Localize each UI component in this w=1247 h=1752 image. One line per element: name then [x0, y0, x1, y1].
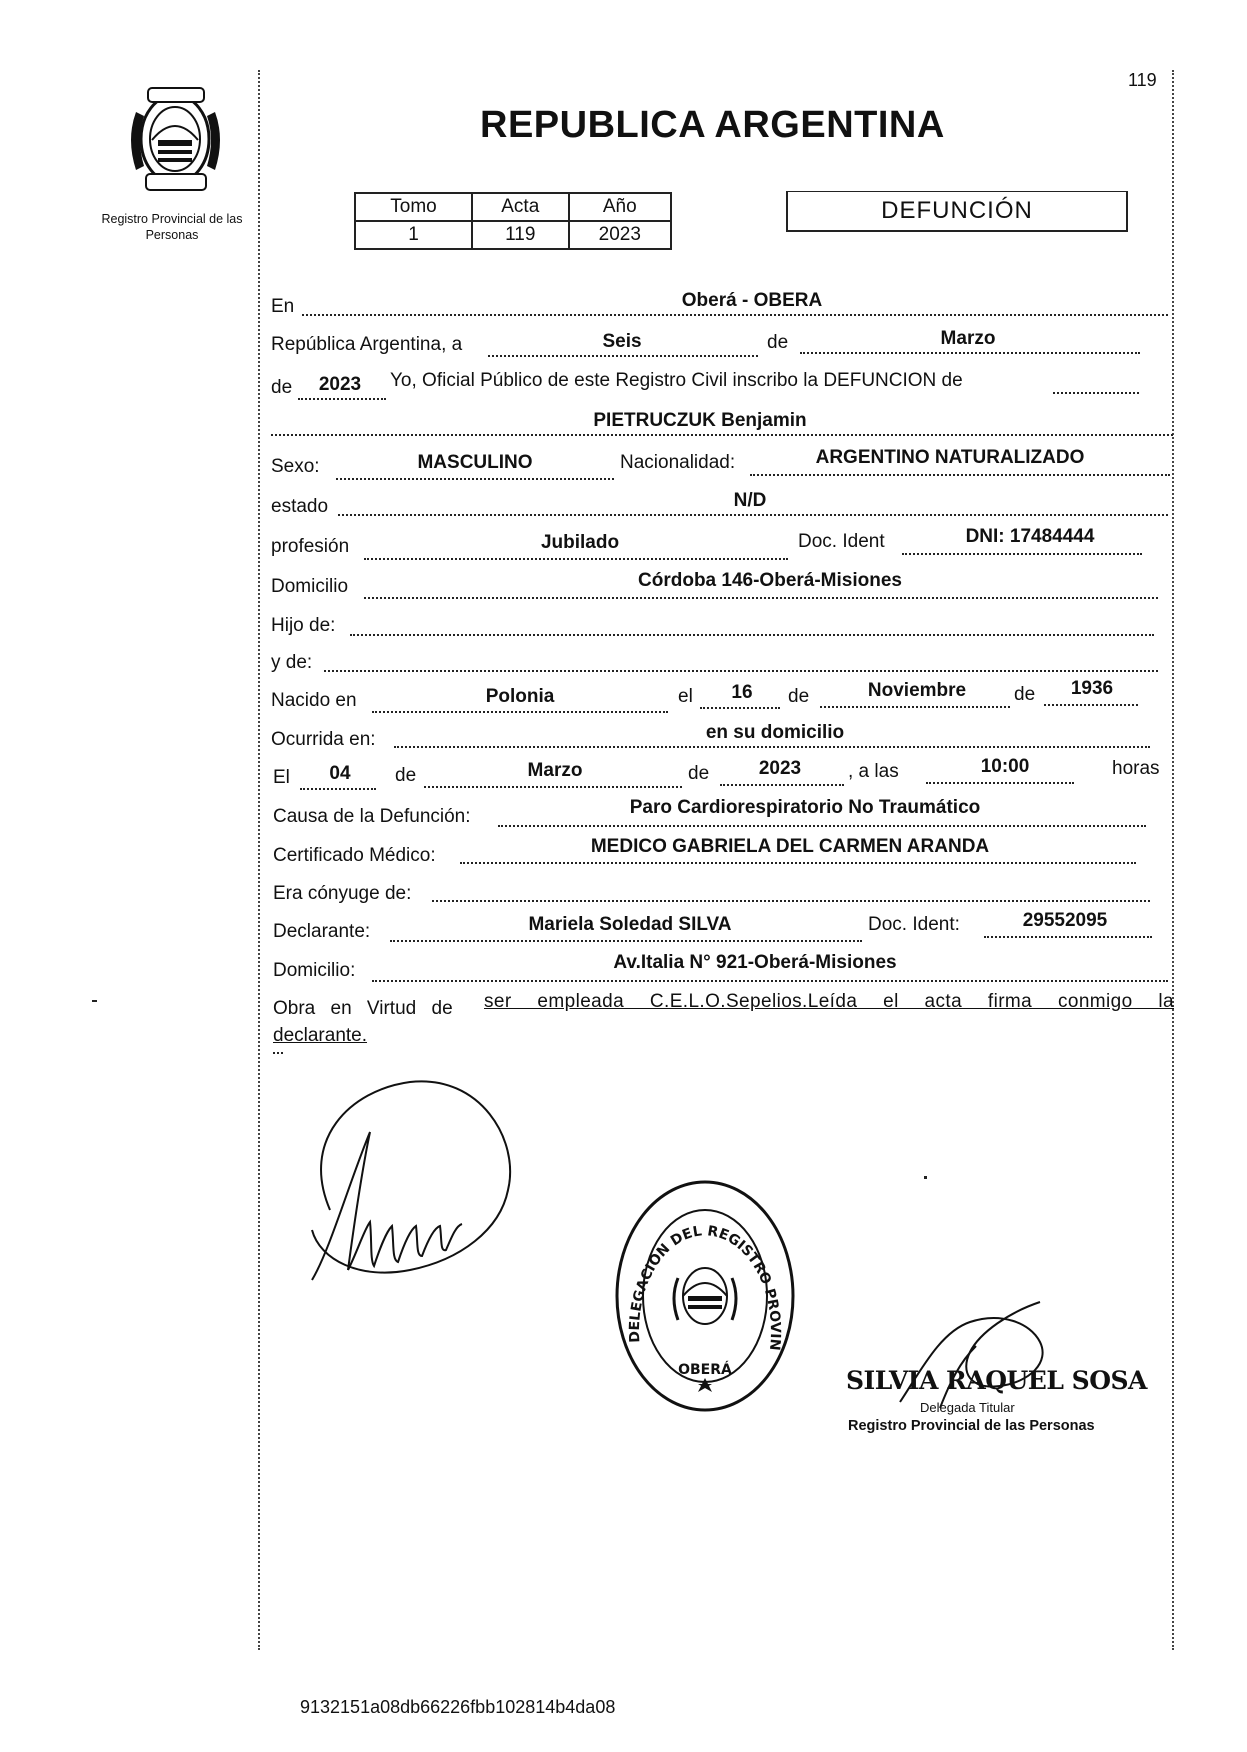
value-hora: 10:00: [980, 756, 1030, 777]
label-sexo: Sexo:: [271, 456, 320, 477]
label-conyuge: Era cónyuge de:: [273, 883, 412, 904]
dots-causa: [498, 825, 1146, 827]
stray-mark: [924, 1176, 927, 1179]
dots-profesion: [364, 558, 788, 560]
label-de-3: de: [788, 686, 810, 707]
handwritten-signature-left: [290, 1070, 530, 1300]
dots-mes-nacimiento: [820, 706, 1010, 708]
label-domicilio-declarante: Domicilio:: [273, 960, 356, 981]
label-declarante: Declarante:: [273, 921, 371, 942]
dots-ocurrida-en: [394, 746, 1150, 748]
label-a-las: , a las: [848, 761, 899, 782]
value-domicilio: Córdoba 146-Oberá-Misiones: [638, 570, 902, 591]
stamp-coat-of-arms-icon: [674, 1268, 736, 1324]
dots-domicilio-declarante: [372, 980, 1168, 982]
value-ocurrida-en: en su domicilio: [705, 722, 845, 743]
label-de-1: de: [767, 332, 789, 353]
label-doc-ident: Doc. Ident: [798, 531, 885, 552]
dots-declarante: [390, 940, 862, 942]
label-doc-ident-declarante: Doc. Ident:: [868, 914, 960, 935]
right-margin-line: [1172, 70, 1174, 1650]
value-mes-nacimiento: Noviembre: [867, 680, 967, 701]
value-estado: N/D: [733, 490, 767, 511]
value-mes-defuncion: Marzo: [527, 760, 583, 781]
stamp-city: OBERÁ: [678, 1362, 732, 1378]
value-declarante: Mariela Soledad SILVA: [528, 914, 732, 935]
value-dia-defuncion: 04: [329, 763, 351, 784]
dots-hijo-de: [350, 634, 1154, 636]
table-header-tomo: Tomo: [355, 193, 472, 221]
label-domicilio: Domicilio: [271, 576, 349, 597]
dots-mes-defuncion: [424, 786, 682, 788]
label-horas: horas: [1112, 758, 1160, 779]
dots-sexo: [336, 478, 614, 480]
dots-documento: [902, 553, 1142, 555]
dots-nacionalidad: [750, 474, 1170, 476]
value-anio-nacimiento: 1936: [1070, 678, 1114, 699]
table-value-anio: 2023: [569, 221, 671, 249]
dots-y-de: [324, 670, 1158, 672]
value-dia-texto: Seis: [602, 331, 642, 352]
stray-mark: [92, 1000, 97, 1002]
signatory-name: SILVIA RAQUEL SOSA: [846, 1366, 1147, 1395]
signatory-role: Delegada Titular: [920, 1400, 1015, 1415]
label-en: En: [271, 296, 295, 317]
footer-hash: 9132151a08db66226fbb102814b4da08: [300, 1697, 616, 1717]
label-certificado: Certificado Médico:: [273, 845, 436, 866]
dots-conyuge: [432, 900, 1150, 902]
page-number: 119: [1128, 70, 1157, 90]
label-nacido-en: Nacido en: [271, 690, 357, 711]
dots-lugar-nacimiento: [372, 711, 668, 713]
value-lugar-nacimiento: Polonia: [485, 686, 555, 707]
table-value-acta: 119: [472, 221, 569, 249]
label-republica: República Argentina, a: [271, 334, 463, 355]
value-anio-inscripcion: 2023: [318, 374, 362, 395]
document-title: REPUBLICA ARGENTINA: [480, 104, 945, 146]
table-header-acta: Acta: [472, 193, 569, 221]
dots-estado: [338, 514, 1168, 516]
value-nacionalidad: ARGENTINO NATURALIZADO: [815, 447, 1085, 468]
dots-doc-declarante: [984, 936, 1152, 938]
value-documento: DNI: 17484444: [965, 526, 1095, 547]
table-value-tomo: 1: [355, 221, 472, 249]
left-margin-line: [258, 70, 260, 1650]
label-obra-en-virtud: Obra en Virtud de: [273, 998, 453, 1019]
record-reference-table: [354, 192, 672, 250]
label-causa: Causa de la Defunción:: [273, 806, 471, 827]
value-profesion: Jubilado: [540, 532, 620, 553]
value-dia-nacimiento: 16: [731, 682, 753, 703]
province-seal-logo: [118, 82, 233, 197]
dots-anio: [298, 398, 386, 400]
dots-en: [302, 314, 1168, 316]
label-profesion: profesión: [271, 536, 350, 557]
label-de-6: de: [688, 763, 710, 784]
value-mes-inscripcion: Marzo: [940, 328, 996, 349]
value-obra-linea-2: declarante.: [273, 1025, 368, 1046]
value-certificado: MEDICO GABRIELA DEL CARMEN ARANDA: [590, 836, 990, 857]
label-ocurrida-en: Ocurrida en:: [271, 729, 376, 750]
registry-name: Registro Provincial de las Personas: [101, 212, 243, 242]
official-stamp: [612, 1178, 798, 1414]
label-el-cap: El: [273, 767, 290, 788]
dots-yo-oficial: [1053, 392, 1139, 394]
dots-certificado: [460, 862, 1136, 864]
value-obra-linea-1: ser empleada C.E.L.O.Sepelios.Leída el acta firma conmigo la: [484, 991, 1174, 1012]
dots-dia-defuncion: [300, 788, 376, 790]
label-de-2: de: [271, 377, 293, 398]
value-lugar: Oberá - OBERA: [681, 290, 823, 311]
dots-dia-nacimiento: [700, 707, 780, 709]
label-estado: estado: [271, 496, 329, 517]
value-anio-defuncion: 2023: [758, 758, 802, 779]
dots-fallecido: [271, 434, 1173, 436]
value-sexo: MASCULINO: [417, 452, 533, 473]
value-domicilio-declarante: Av.Italia N° 921-Oberá-Misiones: [613, 952, 897, 973]
label-y-de: y de:: [271, 652, 313, 673]
dots-domicilio: [364, 597, 1158, 599]
stamp-text-arc: DELEGACION DEL REGISTRO PROVIN: [626, 1223, 784, 1352]
label-yo-oficial: Yo, Oficial Público de este Registro Civil inscribo la DEFUNCION de: [390, 370, 963, 391]
signatory-office: Registro Provincial de las Personas: [848, 1418, 1095, 1434]
label-hijo-de: Hijo de:: [271, 615, 336, 636]
dots-anio-defuncion: [720, 784, 844, 786]
dots-obra-end: [273, 1052, 283, 1054]
value-fallecido: PIETRUCZUK Benjamin: [593, 410, 807, 431]
dots-dia: [488, 355, 758, 357]
dots-anio-nacimiento: [1044, 704, 1138, 706]
label-de-5: de: [395, 765, 417, 786]
record-type-box: DEFUNCIÓN: [786, 191, 1128, 232]
label-el: el: [678, 686, 693, 707]
value-causa: Paro Cardiorespiratorio No Traumático: [629, 797, 981, 818]
table-header-anio: Año: [569, 193, 671, 221]
label-de-4: de: [1014, 684, 1036, 705]
value-doc-declarante: 29552095: [1022, 910, 1108, 931]
dots-mes: [800, 352, 1140, 354]
dots-hora: [926, 782, 1074, 784]
label-nacionalidad: Nacionalidad:: [620, 452, 736, 473]
